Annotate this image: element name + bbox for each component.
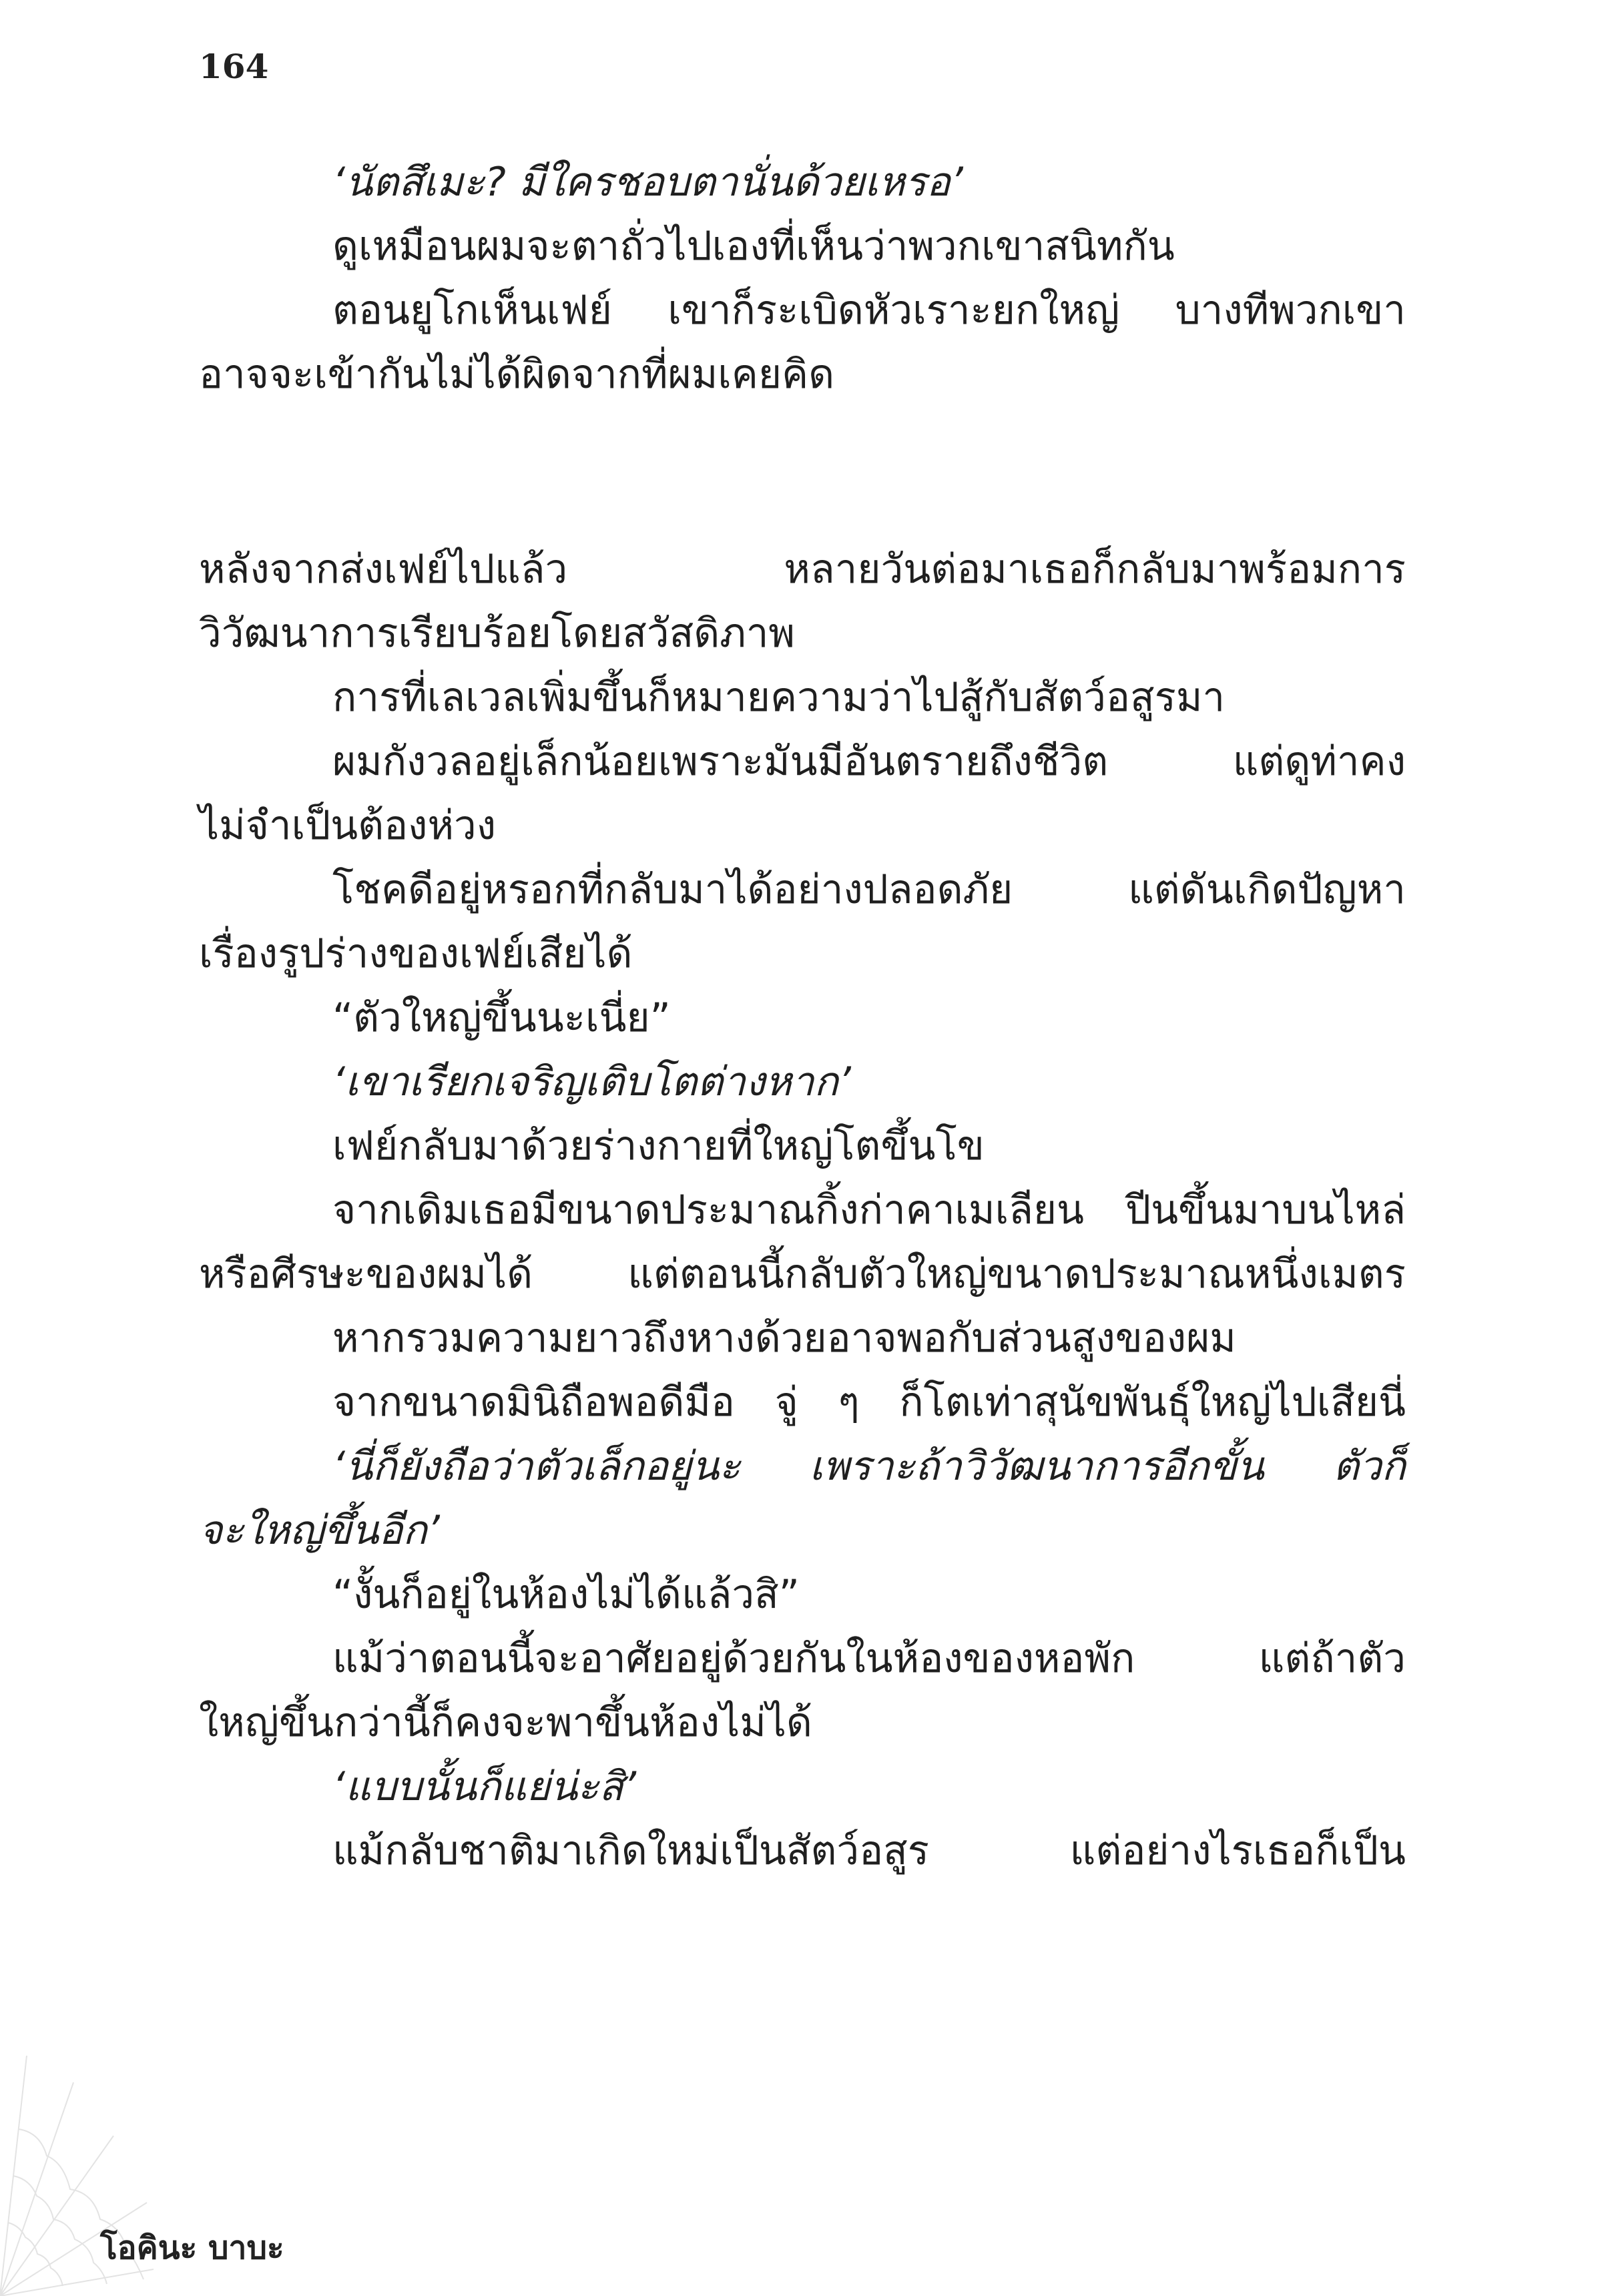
text-line: ‘แบบนั้นก็แย่น่ะสิ’ <box>332 1763 637 1810</box>
text-line: จากขนาดมินิถือพอดีมือ จู่ ๆ ก็โตเท่าสุนัขพันธุ์ใหญ่ไปเสียนี่ <box>332 1379 1406 1426</box>
text-line: ‘นัตสึเมะ? มีใครชอบตานั่นด้วยเหรอ’ <box>332 159 963 206</box>
text-line: เรื่องรูปร่างของเฟย์เสียได้ <box>199 930 633 977</box>
text-line: ‘นี่ก็ยังถือว่าตัวเล็กอยู่นะ เพราะถ้าวิวัฒนาการอีกขั้น ตัวก็ <box>332 1443 1406 1490</box>
text-line: ผมกังวลอยู่เล็กน้อยเพราะมันมีอันตรายถึงชีวิต แต่ดูท่าคง <box>332 738 1406 785</box>
text-line: จากเดิมเธอมีขนาดประมาณกิ้งก่าคาเมเลียน ปีนขึ้นมาบนไหล่ <box>332 1187 1406 1233</box>
text-line: “ตัวใหญ่ขึ้นนะเนี่ย” <box>332 994 671 1041</box>
text-line: หากรวมความยาวถึงหางด้วยอาจพอกับส่วนสูงของผม <box>332 1315 1236 1362</box>
footer-author: โอคินะ บาบะ <box>100 2229 284 2267</box>
text-line: โชคดีอยู่หรอกที่กลับมาได้อย่างปลอดภัย แต่ดันเกิดปัญหา <box>332 866 1406 913</box>
text-line: ตอนยูโกเห็นเฟย์ เขาก็ระเบิดหัวเราะยกใหญ่ บางทีพวกเขา <box>332 287 1406 334</box>
text-line: อาจจะเข้ากันไม่ได้ผิดจากที่ผมเคยคิด <box>199 351 835 398</box>
text-line: ดูเหมือนผมจะตาถั่วไปเองที่เห็นว่าพวกเขาสนิทกัน <box>332 223 1175 270</box>
text-line: เฟย์กลับมาด้วยร่างกายที่ใหญ่โตขึ้นโข <box>332 1123 985 1169</box>
page-number: 164 <box>199 47 269 86</box>
text-line: หรือศีรษะของผมได้ แต่ตอนนี้กลับตัวใหญ่ขนาดประมาณหนึ่งเมตร <box>199 1251 1406 1298</box>
text-line: การที่เลเวลเพิ่มขึ้นก็หมายความว่าไปสู้กับสัตว์อสูรมา <box>332 674 1226 721</box>
text-line: ใหญ่ขึ้นกว่านี้ก็คงจะพาขึ้นห้องไม่ได้ <box>199 1699 812 1746</box>
text-line: หลังจากส่งเฟย์ไปแล้ว หลายวันต่อมาเธอก็กลับมาพร้อมการ <box>199 546 1406 593</box>
text-line: แม้กลับชาติมาเกิดใหม่เป็นสัตว์อสูร แต่อย่างไรเธอก็เป็น <box>332 1827 1406 1874</box>
text-line: ‘เขาเรียกเจริญเติบโตต่างหาก’ <box>332 1059 851 1105</box>
text-line: “งั้นก็อยู่ในห้องไม่ได้แล้วสิ” <box>332 1571 800 1618</box>
text-line: วิวัฒนาการเรียบร้อยโดยสวัสดิภาพ <box>199 610 795 657</box>
text-line: จะใหญ่ขึ้นอีก’ <box>199 1507 440 1554</box>
text-line: แม้ว่าตอนนี้จะอาศัยอยู่ด้วยกันในห้องของหอพัก แต่ถ้าตัว <box>332 1635 1406 1682</box>
text-line: ไม่จำเป็นต้องห่วง <box>199 802 497 849</box>
